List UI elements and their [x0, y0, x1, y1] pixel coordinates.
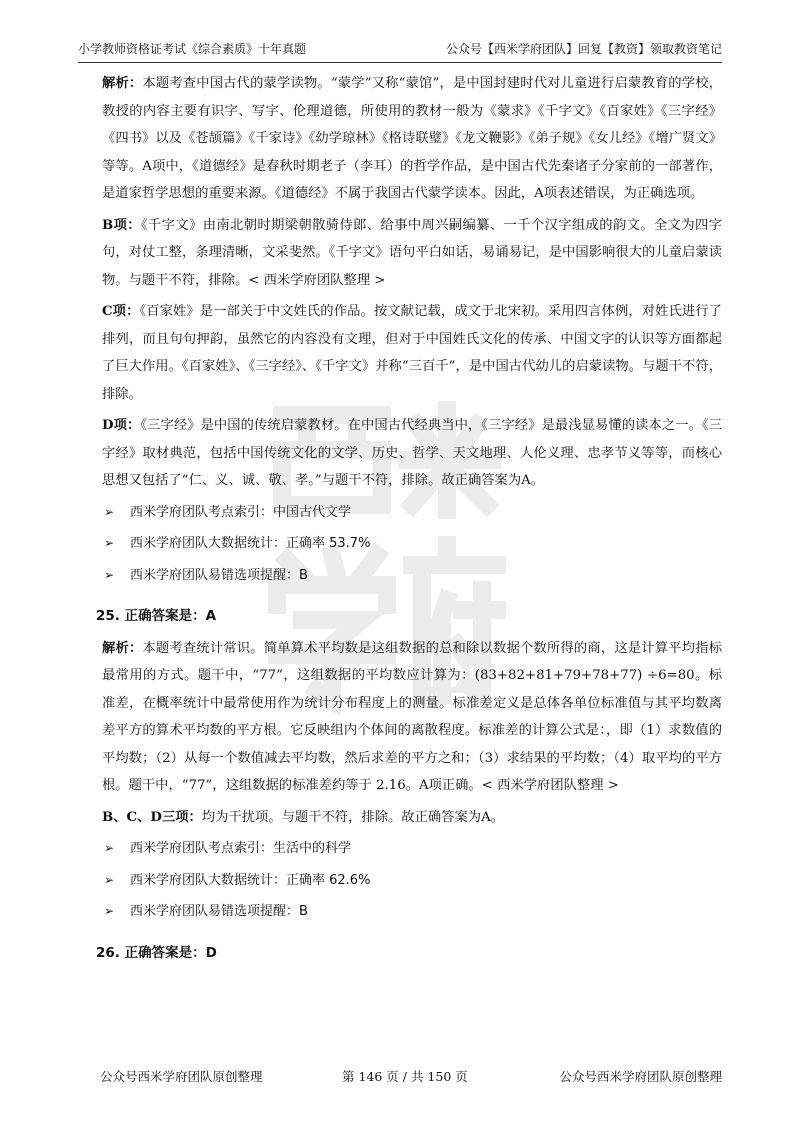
q24-option-b [102, 212, 722, 295]
q25-analysis-text: 本题考查统计常识。简单算术平均数是这组数据的总和除以数据个数所得的商，这是计算平均指标最常用的方式。题干中，“77”，这组数据的平均数应计算为：(83+82+81+79+78+77) ÷6=80。标准差，在概率统计中最常使用作为统计分布程度上的测量。标准差定义是总体各单位标准值与其平均数离差平方的算术平均数的平方根。它反映组内个体间的离散程度。标准差的计算公式是：，即（1）求数值的平均数；（2）从每一个数值减去平均数，然后求差的平方之和；（3）求结果的平均数；（4）取平均的平方根。题干中，“77”，这组数据的标准差约等于 2.16。A项正确。< 西米学府团队整理 > [102, 640, 723, 793]
footer-right: 公众号西米学府团队原创整理 [559, 1069, 722, 1084]
q24-option-b-label: B项： [102, 217, 141, 233]
q24-analysis [102, 70, 722, 208]
footer-left: 公众号西米学府团队原创整理 [100, 1069, 263, 1084]
q25-options-bcd-text: 均为干扰项。与题干不符，排除。故正确答案为A。 [201, 809, 504, 825]
header-promo: 公众号【西米学府团队】回复【教资】领取教资笔记 [445, 42, 722, 56]
q24-option-d-text: 《三字经》是中国的传统启蒙教材。在中国古代经典当中，《三字经》是最浅显易懂的读本之一。《三字经》取材典范，包括中国传统文化的文学、历史、哲学、天文地理、人伦义理、忠孝节义等等，而核心思想又包括了“仁、义、诚、敬、孝。”与题干不符，排除。故正确答案为A。 [102, 418, 723, 488]
page-footer [100, 1066, 722, 1088]
q26-heading: 26. 正确答案是：D [96, 944, 217, 961]
q25-bullet-trap-text: 西米学府团队易错选项提醒：B [130, 904, 308, 919]
page-header [78, 36, 722, 63]
arrow-bullet-icon: ➢ [104, 536, 115, 550]
q25-bullet-stats [102, 867, 722, 895]
q24-bullet-trap [102, 562, 722, 590]
arrow-bullet-icon: ➢ [104, 841, 115, 855]
q25-analysis-label: 解析： [102, 640, 143, 656]
q25-bullet-topic [102, 835, 722, 863]
arrow-bullet-icon: ➢ [104, 904, 115, 918]
q24-analysis-label: 解析： [102, 76, 143, 91]
q24-bullet-stats-text: 西米学府团队大数据统计：正确率 53.7% [130, 536, 371, 551]
q24-option-b-text: 《千字文》由南北朝时期梁朝散骑侍郎、给事中周兴嗣编纂、一千个汉字组成的韵文。全文为四字句，对仗工整，条理清晰，文采斐然。《千字文》语句平白如话，易诵易记，是中国影响很大的儿童启蒙读物。与题干不符，排除。< 西米学府团队整理 > [102, 217, 722, 288]
q24-bullet-topic [102, 499, 722, 527]
q24-bullet-stats [102, 530, 722, 558]
q25-options-bcd-label: B、C、D三项： [102, 809, 202, 825]
header-title: 小学教师资格证考试《综合素质》十年真题 [78, 42, 307, 56]
q25-bullet-topic-text: 西米学府团队考点索引：生活中的科学 [130, 841, 352, 856]
q25-bullet-stats-text: 西米学府团队大数据统计：正确率 62.6% [130, 872, 371, 888]
q25-options-bcd [102, 804, 722, 832]
q24-option-c-label: C项： [102, 304, 140, 319]
arrow-bullet-icon: ➢ [104, 567, 115, 582]
q24-bullet-trap-text: 西米学府团队易错选项提醒：B [130, 567, 308, 583]
page-number: 第 146 页 / 共 150 页 [342, 1069, 468, 1084]
q24-option-c [102, 298, 722, 408]
q25-heading: 25. 正确答案是：A [96, 608, 217, 624]
q24-option-c-text: 《百家姓》是一部关于中文姓氏的作品。按文献记载，成文于北宋初。采用四言体例，对姓氏进行了排列，而且句句押韵，虽然它的内容没有文理，但对于中国姓氏文化的传承、中国文字的认识等方面都起了巨大作用。《百家姓》、《三字经》、《千字文》并称“三百千”，是中国古代幼儿的启蒙读物。与题干不符，排除。 [102, 304, 722, 402]
q25-bullet-trap [102, 898, 722, 926]
arrow-bullet-icon: ➢ [104, 504, 115, 519]
page-content [96, 70, 723, 971]
q24-option-d [102, 412, 722, 495]
q24-bullet-topic-text: 西米学府团队考点索引：中国古代文学 [130, 504, 352, 520]
q24-option-d-label: D项： [102, 418, 141, 433]
q24-analysis-text: 本题考查中国古代的蒙学读物。“蒙学”又称“蒙馆”，是中国封建时代对儿童进行启蒙教育的学校，教授的内容主要有识字、写字、伦理道德，所使用的教材一般为《蒙求》《千字文》《百家姓》《三字经》《四书》以及《苍颉篇》《千家诗》《幼学琼林》《格诗联璧》《龙文鞭影》《弟子规》《女儿经》《增广贤文》等等。A项中，《道德经》是春秋时期老子（李耳）的哲学作品，是中国古代先秦诸子分家前的一部著作，是道家哲学思想的重要来源。《道德经》不属于我国古代蒙学读本。因此，A项表述错误，为正确选项。 [102, 76, 722, 201]
q25-analysis [102, 635, 722, 800]
arrow-bullet-icon: ➢ [104, 872, 115, 887]
